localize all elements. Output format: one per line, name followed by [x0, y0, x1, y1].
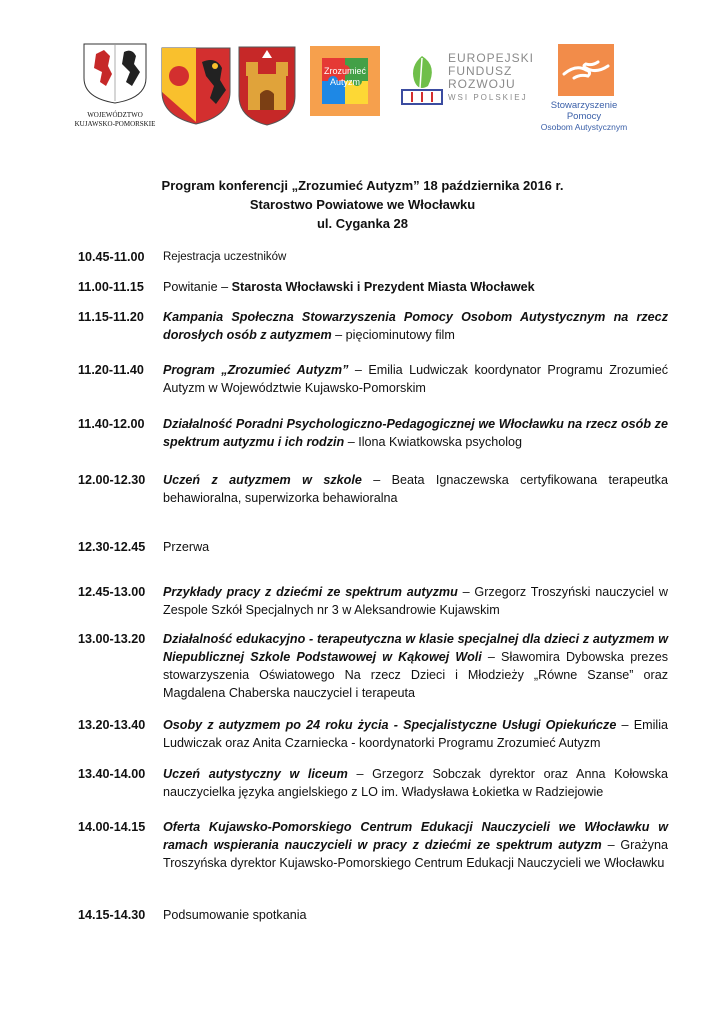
program-time: 11.20-11.40	[78, 363, 144, 377]
program-item	[78, 415, 668, 451]
program-item	[78, 308, 668, 344]
wloclawek-city-logo	[238, 46, 296, 126]
program-item	[78, 278, 668, 296]
program-description: Uczeń autystyczny w liceum – Grzegorz Sobczak dyrektor oraz Anna Kołowska nauczycielka języka angielskiego z LO im. Władysława Łokietka w Radziejowie	[163, 767, 668, 799]
program-time: 13.20-13.40	[78, 718, 146, 732]
program-time: 12.30-12.45	[78, 540, 146, 554]
header-address: ul. Cyganka 28	[316, 216, 409, 231]
voivodeship-shield-icon	[70, 42, 160, 104]
association-logo	[536, 44, 632, 134]
efrwp-logo	[398, 52, 538, 112]
efrwp-line4: WSI POLSKIEJ	[448, 93, 528, 102]
program-description: Program „Zrozumieć Autyzm” – Emilia Ludwiczak koordynator Programu Zrozumieć Autyzm w Województwie Kujawsko-Pomorskim	[163, 363, 669, 395]
puzzle-caption-line2: Autyzm	[329, 77, 360, 87]
program-item	[78, 583, 668, 619]
program-time: 12.00-12.30	[78, 473, 146, 487]
efrwp-line3: ROZWOJU	[448, 77, 516, 91]
voivodeship-caption-line2: KUJAWSKO-POMORSKIE	[74, 120, 156, 128]
program-description: Podsumowanie spotkania	[163, 908, 307, 922]
program-description: Rejestracja uczestników	[163, 251, 287, 263]
program-item	[78, 471, 668, 507]
program-time: 11.15-11.20	[78, 310, 144, 324]
program-item	[78, 248, 668, 266]
powiat-shield-icon	[160, 46, 232, 126]
program-description: Uczeń z autyzmem w szkole – Beata Ignaczewska certyfikowana terapeutka behawioralna, superwizorka behawioralna	[163, 473, 668, 505]
program-time: 10.45-11.00	[78, 250, 145, 264]
program-description: Oferta Kujawsko-Pomorskiego Centrum Edukacji Nauczycieli we Włocławku w ramach wspierania nauczycieli w pracy z dziećmi ze spektrum autyzm – Grażyna Troszyńska dyrektor Kujawsko-Pomorskiego Centrum Edukacji Nauczycieli we Włocławku	[163, 820, 668, 870]
logo-bar	[0, 40, 725, 140]
powiat-wloclawski-logo	[160, 46, 232, 126]
hands-icon	[558, 44, 614, 96]
voivodeship-caption-line1: WOJEWÓDZTWO	[87, 111, 143, 119]
program-item	[78, 906, 668, 924]
document-header	[0, 176, 725, 233]
program-time: 11.40-12.00	[78, 417, 145, 431]
program-time: 13.40-14.00	[78, 767, 146, 781]
program-item	[78, 716, 668, 752]
program-item	[78, 361, 668, 397]
program-time: 13.00-13.20	[78, 632, 146, 646]
program-item	[78, 818, 668, 872]
program-description: Osoby z autyzmem po 24 roku życia - Specjalistyczne Usługi Opiekuńcze – Emilia Ludwiczak oraz Anita Czarniecka - koordynatorki Programu Zrozumieć Autyzm	[163, 718, 668, 750]
program-description: Powitanie – Starosta Włocławski i Prezydent Miasta Włocławek	[163, 280, 535, 294]
program-time: 14.15-14.30	[78, 908, 146, 922]
leaf-house-icon	[398, 52, 446, 108]
program-description: Przykłady pracy z dziećmi ze spektrum autyzmu – Grzegorz Troszyński nauczyciel w Zespole Szkół Specjalnych nr 3 w Aleksandrowie Kujawskim	[163, 585, 668, 617]
program-description: Działalność edukacyjno - terapeutyczna w klasie specjalnej dla dzieci z autyzmem w Niepublicznej Szkole Podstawowej w Kąkowej Woli – Sławomira Dybowska prezes stowarzyszenia Oświatowego Na rzecz Dzieci i Młodzieży „Równe Szanse” oraz Magdalena Chaberska nauczyciel i terapeuta	[163, 632, 668, 700]
program-time: 11.00-11.15	[78, 280, 144, 294]
efrwp-line2: FUNDUSZ	[448, 64, 513, 78]
header-venue: Starostwo Powiatowe we Włocławku	[249, 197, 476, 212]
header-title: Program konferencji „Zrozumieć Autyzm” 18 października 2016 r.	[161, 178, 564, 193]
association-line2: Osobom Autystycznym	[540, 122, 628, 132]
zrozumiec-autyzm-logo	[310, 46, 380, 116]
kujawsko-pomorskie-logo	[70, 42, 160, 134]
association-line1: Stowarzyszenie Pomocy	[550, 100, 618, 122]
efrwp-line1: EUROPEJSKI	[448, 51, 535, 65]
program-description: Działalność Poradni Psychologiczno-Pedagogicznej we Włocławku na rzecz osób ze spektrum autyzmu i ich rodzin – Ilona Kwiatkowska psycholog	[163, 417, 668, 449]
program-description: Kampania Społeczna Stowarzyszenia Pomocy Osobom Autystycznym na rzecz dorosłych osób z autyzmem – pięciominutowy film	[163, 310, 668, 342]
puzzle-caption-line1: Zrozumieć	[323, 66, 366, 76]
program-time: 14.00-14.15	[78, 820, 146, 834]
program-time: 12.45-13.00	[78, 585, 146, 599]
city-shield-icon	[238, 46, 296, 126]
program-item	[78, 538, 668, 556]
program-description: Przerwa	[163, 540, 210, 554]
program-item	[78, 630, 668, 702]
program-item	[78, 765, 668, 801]
